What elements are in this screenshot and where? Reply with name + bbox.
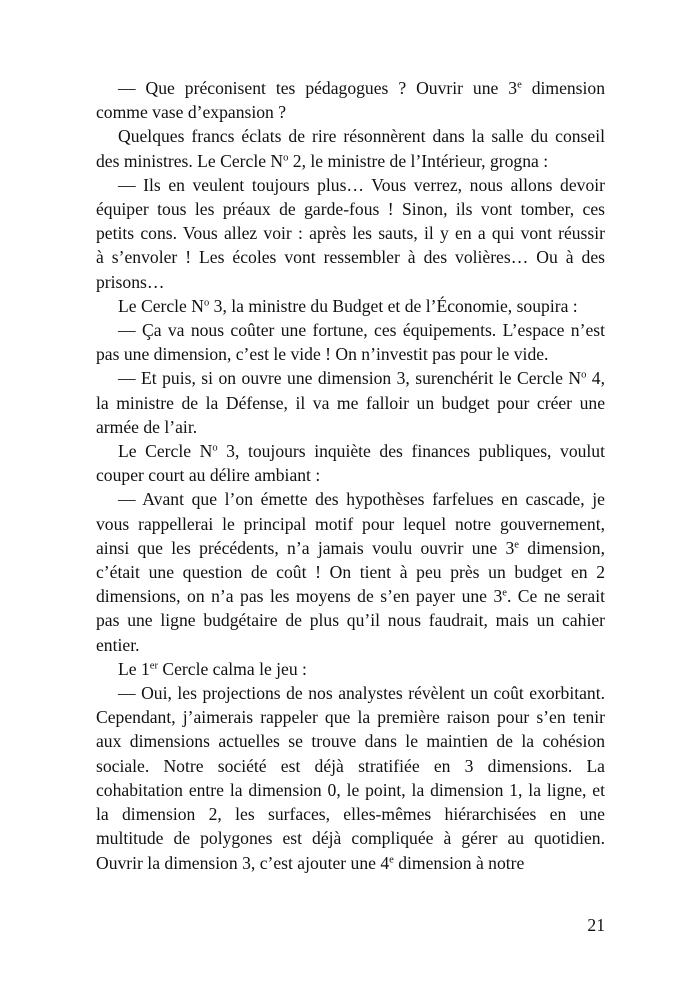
text-line: pas une ligne budgétaire de plus qu’il nous faudrait, mais un cahier xyxy=(96,610,605,631)
paragraph xyxy=(96,366,605,439)
text-line: — Et puis, si on ouvre une dimension 3, surenchérit le Cercle $N^o$ 4, xyxy=(118,368,606,389)
text-line: Ouvrir la dimension 3, c’est ajouter une 4e dimension à notre xyxy=(96,852,525,873)
paragraph xyxy=(96,318,605,366)
text-line: la ministre de la Défense, il va me falloir un budget pour créer une xyxy=(96,392,605,413)
text-line: couper court au délire ambiant : xyxy=(96,465,321,486)
paragraph xyxy=(96,76,605,124)
text-line: armée de l’air. xyxy=(96,416,198,437)
paragraph xyxy=(96,657,605,681)
paragraph xyxy=(96,173,605,294)
text-line: Quelques francs éclats de rire résonnèrent dans la salle du conseil xyxy=(118,126,605,147)
text-line: sociale. Notre société est déjà stratifiée en 3 dimensions. La xyxy=(96,755,605,776)
text-line: ainsi que les précédents, n’a jamais voulu ouvrir une 3e dimension, xyxy=(96,537,606,558)
text-line: équiper tous les préaux de garde-fous ! Sinon, ils vont tomber, ces xyxy=(96,199,605,220)
paragraph xyxy=(96,681,605,875)
text-line: c’était une question de coût ! On tient à peu près un budget en 2 xyxy=(96,562,605,583)
text-line: aux dimensions actuelles se trouve dans le maintien de la cohésion xyxy=(96,731,605,752)
text-line: — Oui, les projections de nos analystes révèlent un coût exorbitant. xyxy=(118,683,605,704)
paragraph xyxy=(96,294,605,318)
text-line: Cependant, j’aimerais rappeler que la première raison pour s’en tenir xyxy=(96,707,605,728)
text-line: — Ça va nous coûter une fortune, ces équipements. L’espace n’est xyxy=(118,320,605,341)
text-line: Le 1er Cercle calma le jeu : xyxy=(118,658,307,679)
page-number: 21 xyxy=(587,915,605,935)
page-body xyxy=(96,76,605,875)
paragraph xyxy=(96,487,605,656)
text-line: vous rappellerai le principal motif pour lequel notre gouvernement, xyxy=(96,513,605,534)
text-line: petits cons. Vous allez voir : après les sauts, il y en a qui vont réussir xyxy=(96,223,605,244)
text-line: la dimension 2, les surfaces, elles-mêmes hiérarchisées en une xyxy=(96,804,605,825)
text-line: multitude de polygones est déjà compliquée à gérer au quotidien. xyxy=(96,828,605,849)
text-line: prisons… xyxy=(96,271,165,292)
paragraph xyxy=(96,439,605,487)
text-line: pas une dimension, c’est le vide ! On n’investit pas pour le vide. xyxy=(96,344,549,365)
text-line: Le Cercle $N^o$ 3, toujours inquiète des finances publiques, voulut xyxy=(118,441,605,462)
paragraph xyxy=(96,124,605,172)
text-line: Le Cercle $N^o$ 3, la ministre du Budget et de l’Économie, soupira : xyxy=(118,295,578,316)
text-line: à s’envoler ! Les écoles vont ressembler à des volières… Ou à des xyxy=(96,247,605,268)
text-line: comme vase d’expansion ? xyxy=(96,102,287,123)
text-line: dimensions, on n’a pas les moyens de s’en payer une 3e. Ce ne serait xyxy=(96,586,606,607)
text-line: entier. xyxy=(96,634,140,655)
text-line: cohabitation entre la dimension 0, le point, la dimension 1, la ligne, et xyxy=(96,779,605,800)
text-line: — Que préconisent tes pédagogues ? Ouvrir une 3e dimension xyxy=(118,78,605,98)
text-line: — Ils en veulent toujours plus… Vous verrez, nous allons devoir xyxy=(118,174,605,195)
text-line: des ministres. Le Cercle $N^o$ 2, le ministre de l’Intérieur, grogna : xyxy=(96,150,549,171)
text-line: — Avant que l’on émette des hypothèses farfelues en cascade, je xyxy=(118,489,605,510)
